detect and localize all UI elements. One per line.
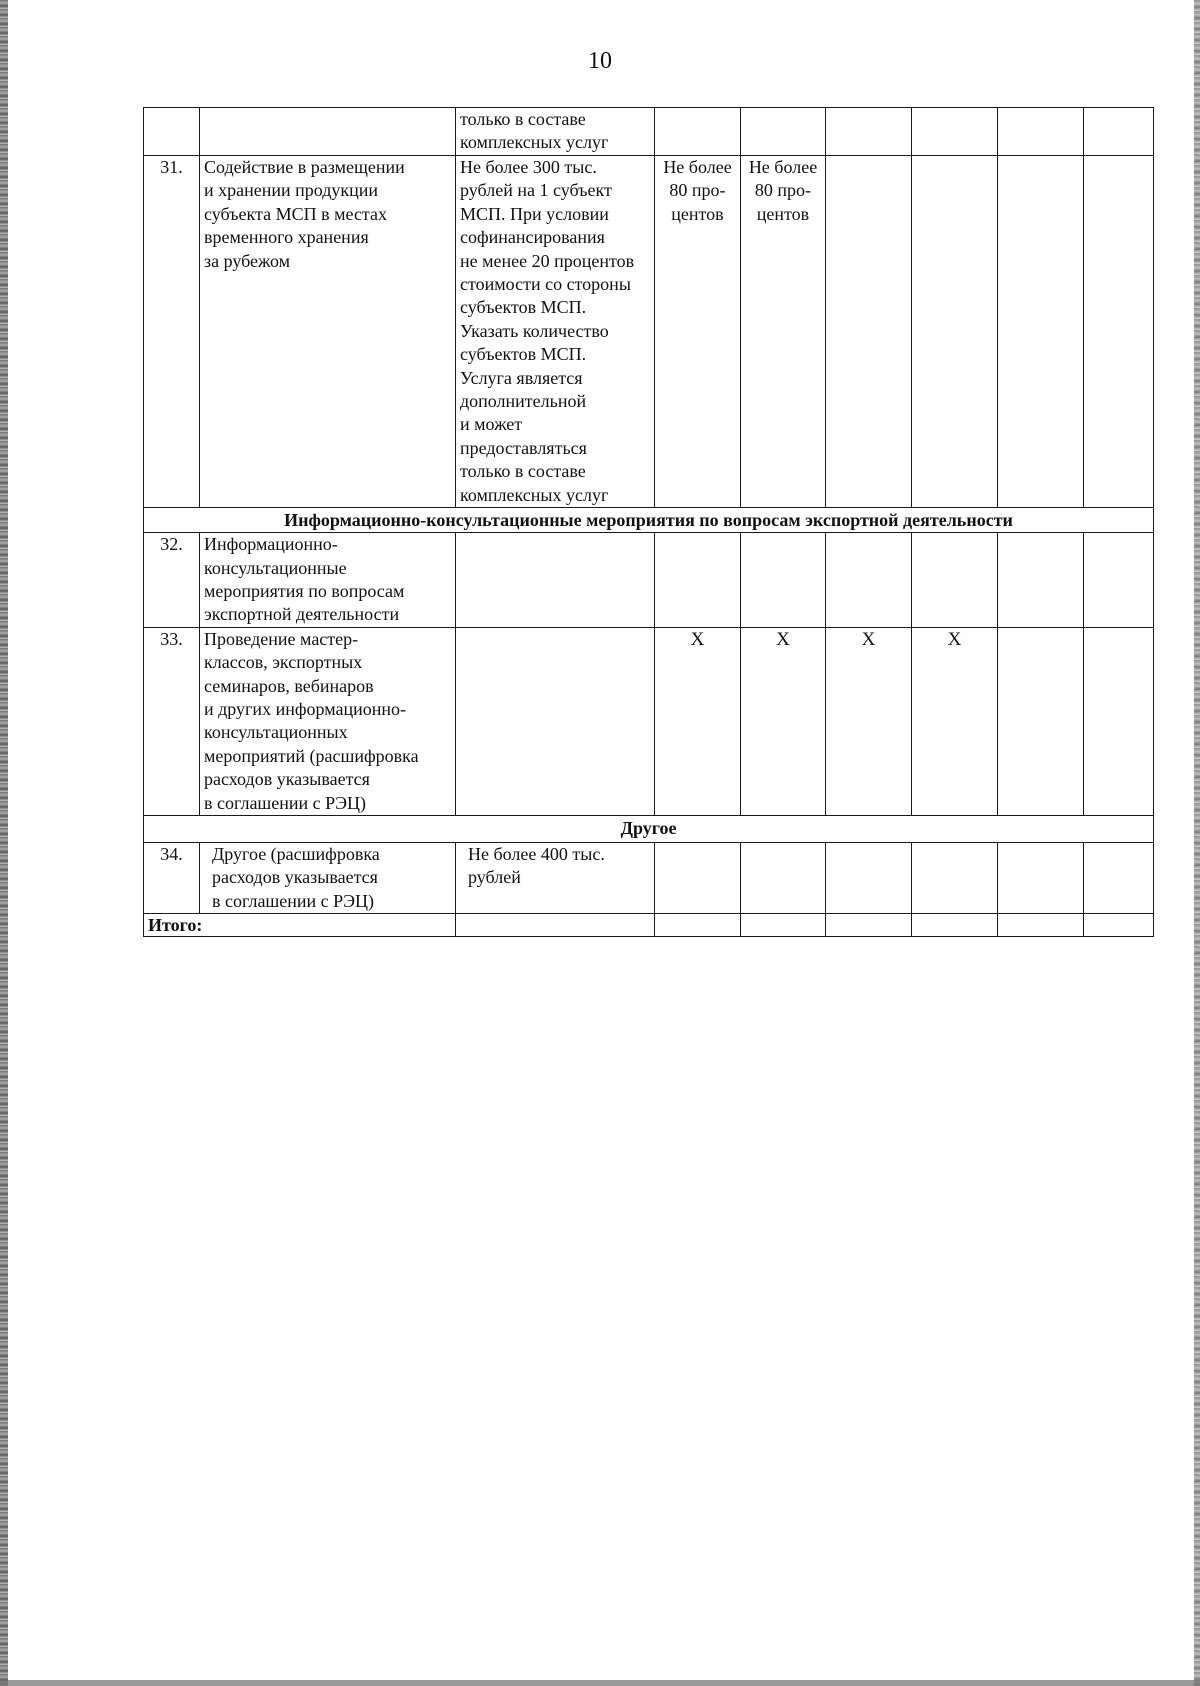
cell-empty <box>655 533 741 628</box>
cell-empty <box>741 842 826 913</box>
table-row <box>144 842 1154 913</box>
cell-row-number: 32. <box>144 533 200 628</box>
cell-row-number: 31. <box>144 156 200 508</box>
cell-measure-name: Информационно- консультационные мероприятия по вопросам экспортной деятельности <box>200 533 456 628</box>
cell-empty <box>826 156 912 508</box>
scan-edge-left <box>0 0 8 1686</box>
cell-condition: только в составе комплексных услуг <box>456 108 655 156</box>
cell-empty <box>1084 627 1154 815</box>
table-row <box>144 627 1154 815</box>
cell-empty <box>1084 914 1154 937</box>
cell-mark-x: X <box>912 627 998 815</box>
cell-empty <box>826 842 912 913</box>
cell-empty <box>998 914 1084 937</box>
cell-empty <box>655 108 741 156</box>
cell-percent: Не более 80 про- центов <box>741 156 826 508</box>
cell-num-empty <box>144 108 200 156</box>
cell-condition: Не более 300 тыс. рублей на 1 субъект МСП. При условии софинансирования не менее 20 процентов стоимости со стороны субъектов МСП. Указать количество субъектов МСП. Услуга является дополнительной и может предоставляться только в составе комплексных услуг <box>456 156 655 508</box>
cell-empty <box>1084 108 1154 156</box>
cell-mark-x: X <box>826 627 912 815</box>
cell-empty <box>655 842 741 913</box>
cell-empty <box>998 108 1084 156</box>
support-measures-table <box>143 107 1154 937</box>
cell-empty <box>998 156 1084 508</box>
cell-measure-name: Проведение мастер- классов, экспортных семинаров, вебинаров и других информационно- консультационных мероприятий (расшифровка расходов указывается в соглашении с РЭЦ) <box>200 627 456 815</box>
cell-empty <box>912 842 998 913</box>
section-row <box>144 815 1154 842</box>
cell-empty <box>741 533 826 628</box>
cell-empty <box>912 108 998 156</box>
cell-measure-name: Другое (расшифровка расходов указывается в соглашении с РЭЦ) <box>200 842 456 913</box>
cell-empty <box>741 108 826 156</box>
cell-empty <box>456 914 655 937</box>
scan-edge-bottom <box>0 1680 1200 1686</box>
cell-measure-name: Содействие в размещении и хранении продукции субъекта МСП в местах временного хранения за рубежом <box>200 156 456 508</box>
cell-row-number: 34. <box>144 842 200 913</box>
cell-condition: Не более 400 тыс. рублей <box>456 842 655 913</box>
total-label: Итого: <box>144 914 456 937</box>
cell-empty <box>456 627 655 815</box>
cell-row-number: 33. <box>144 627 200 815</box>
cell-empty <box>998 842 1084 913</box>
cell-empty <box>1084 533 1154 628</box>
cell-mark-x: X <box>741 627 826 815</box>
cell-name-empty <box>200 108 456 156</box>
cell-empty <box>826 108 912 156</box>
cell-empty <box>655 914 741 937</box>
cell-empty <box>456 533 655 628</box>
section-heading-info: Информационно-консультационные мероприятия по вопросам экспортной деятельности <box>144 508 1154 533</box>
cell-empty <box>998 533 1084 628</box>
total-row <box>144 914 1154 937</box>
table-row <box>144 156 1154 508</box>
table-row <box>144 533 1154 628</box>
cell-empty <box>912 914 998 937</box>
cell-empty <box>1084 156 1154 508</box>
scan-edge-right <box>1194 0 1200 1686</box>
cell-empty <box>826 914 912 937</box>
cell-empty <box>912 533 998 628</box>
cell-empty <box>1084 842 1154 913</box>
cell-percent: Не более 80 про- центов <box>655 156 741 508</box>
cell-empty <box>741 914 826 937</box>
section-heading-other: Другое <box>144 815 1154 842</box>
table-row <box>144 108 1154 156</box>
page-number: 10 <box>588 48 612 74</box>
cell-empty <box>912 156 998 508</box>
cell-mark-x: X <box>655 627 741 815</box>
cell-empty <box>998 627 1084 815</box>
cell-empty <box>826 533 912 628</box>
section-row <box>144 508 1154 533</box>
